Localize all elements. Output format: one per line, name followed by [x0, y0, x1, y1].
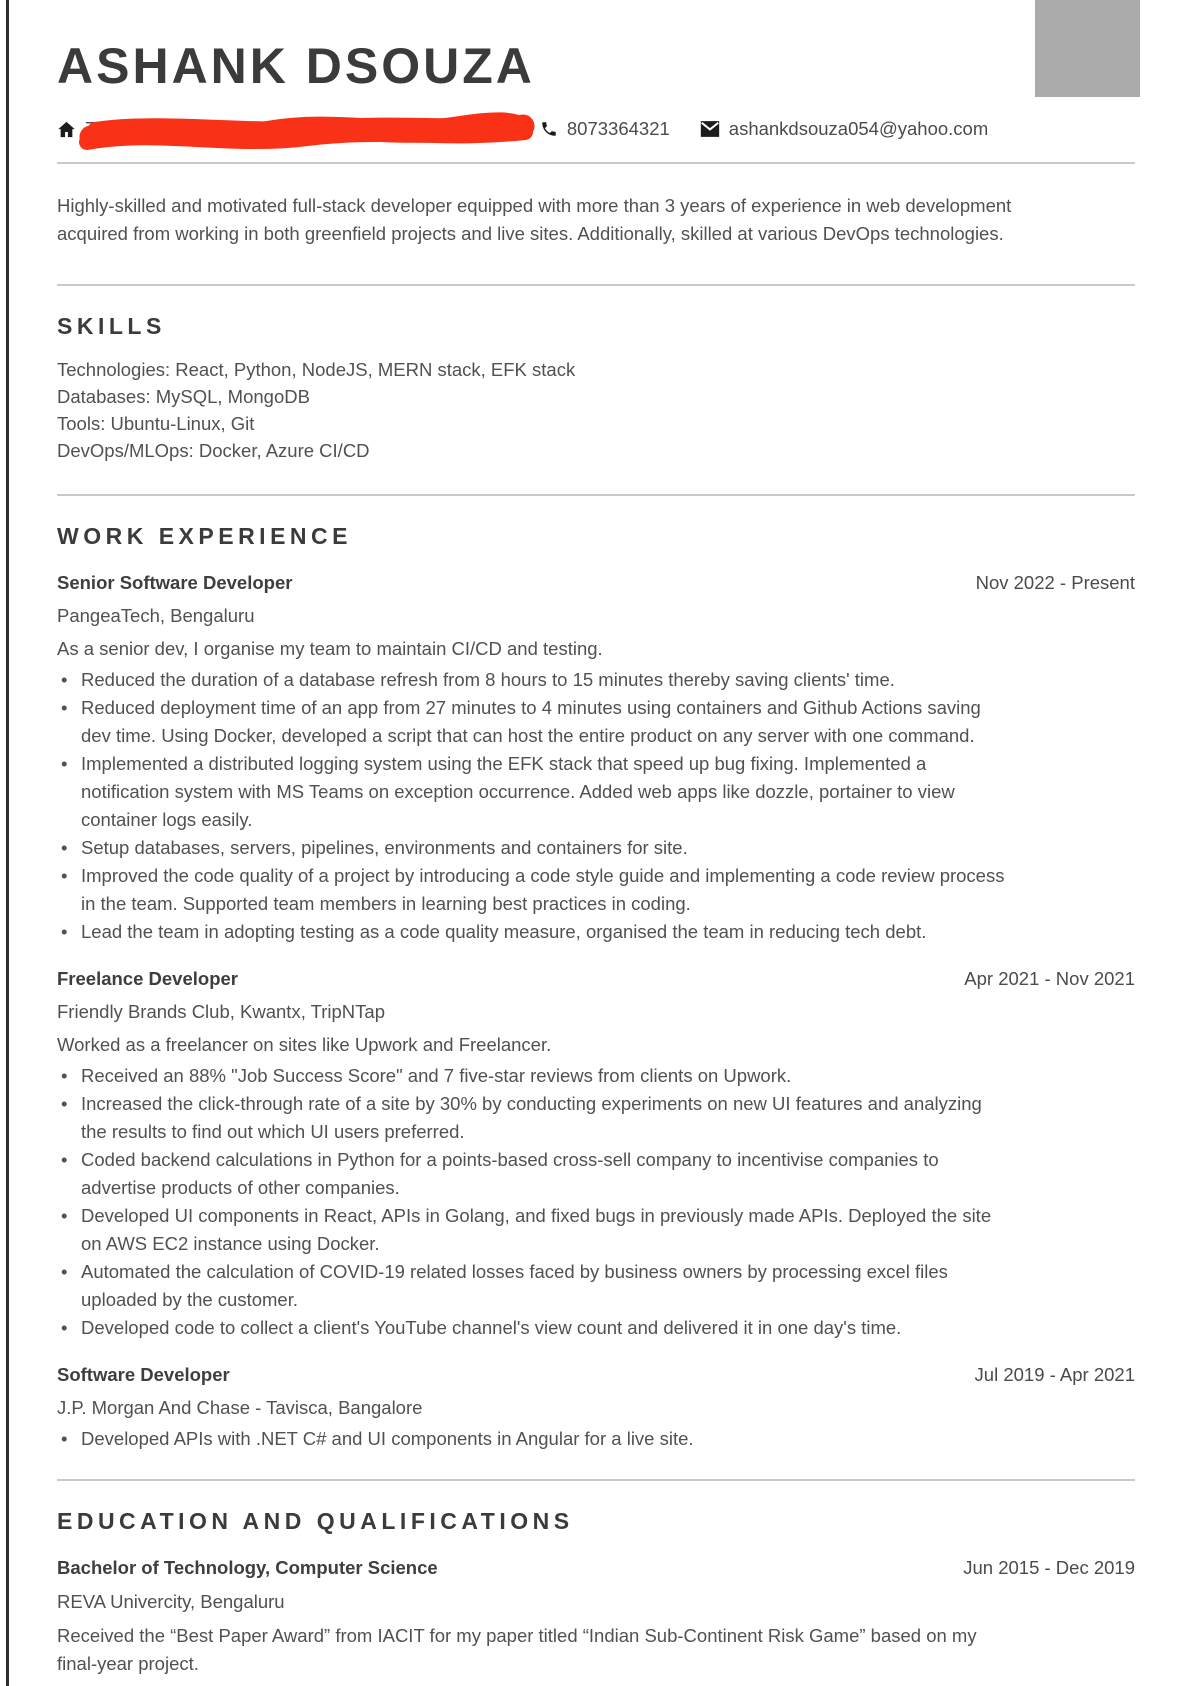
bullet-item: • Coded backend calculations in Python for a points-based cross-sell company to incentivise companies to advertise products of other companies.: [57, 1146, 1005, 1202]
divider: [57, 162, 1135, 164]
job-intro: As a senior dev, I organise my team to maintain CI/CD and testing.: [57, 638, 603, 659]
job-dates: Nov 2022 - Present: [975, 572, 1135, 593]
job-company: PangeaTech, Bengaluru: [57, 605, 255, 626]
job-dates: Apr 2021 - Nov 2021: [964, 968, 1135, 989]
job-entry: [57, 966, 1135, 1342]
job-title: Senior Software Developer: [57, 572, 293, 593]
bullet-item: • Developed UI components in React, APIs in Golang, and fixed bugs in previously made APIs. Deployed the site on AWS EC2 instance using Docker.: [57, 1202, 1005, 1258]
education-note: Received the “Best Paper Award” from IACIT for my paper titled “Indian Sub-Continent Risk Game” based on my final-year project.: [57, 1625, 977, 1674]
job-head-row: [57, 570, 1135, 596]
job-head-row: [57, 1362, 1135, 1388]
job-title: Software Developer: [57, 1364, 230, 1385]
bullet-item: • Reduced deployment time of an app from 27 minutes to 4 minutes using containers and Github Actions saving dev time. Using Docker, developed a script that can host the entire product on any server with one command.: [57, 694, 1005, 750]
bullet-item: • Lead the team in adopting testing as a code quality measure, organised the team in reducing tech debt.: [57, 918, 1005, 946]
divider: [57, 284, 1135, 286]
skills-line-devops: DevOps/MLOps: Docker, Azure CI/CD: [57, 440, 370, 461]
job-dates: Jul 2019 - Apr 2021: [974, 1364, 1135, 1385]
work-experience-heading: WORK EXPERIENCE: [57, 523, 352, 549]
phone-number: 8073364321: [566, 118, 670, 139]
job-bullet-list: [57, 1062, 1005, 1342]
divider: [57, 494, 1135, 496]
job-bullet-list: [57, 1425, 1005, 1453]
summary-text: Highly-skilled and motivated full-stack developer equipped with more than 3 years of experience in web development acquired from working in both greenfield projects and live sites. Additionally, skilled at various DevOps technologies.: [57, 195, 1012, 244]
home-icon: [57, 120, 76, 139]
job-company: J.P. Morgan And Chase - Tavisca, Bangalore: [57, 1397, 423, 1418]
address: [85, 118, 514, 140]
job-title: Freelance Developer: [57, 968, 238, 989]
contact-row: [57, 118, 1135, 140]
photo-placeholder: [1035, 0, 1140, 97]
school-name: REVA Univercity, Bengaluru: [57, 1591, 285, 1612]
degree-dates: Jun 2015 - Dec 2019: [963, 1557, 1135, 1578]
bullet-item: • Received an 88% "Job Success Score" and 7 five-star reviews from clients on Upwork.: [57, 1062, 1005, 1090]
email-address: ashankdsouza054@yahoo.com: [728, 118, 989, 139]
education-head-row: [57, 1555, 1135, 1581]
bullet-item: • Implemented a distributed logging system using the EFK stack that speed up bug fixing. Implemented a notification system with MS Teams on exception occurrence. Added web apps like dozzle, portainer to view container logs easily.: [57, 750, 1005, 834]
bullet-item: • Increased the click-through rate of a site by 30% by conducting experiments on new UI features and analyzing the results to find out which UI users preferred.: [57, 1090, 1005, 1146]
bullet-item: • Improved the code quality of a project by introducing a code style guide and implementing a code review process in the team. Supported team members in learning best practices in coding.: [57, 862, 1005, 918]
skills-list: [57, 356, 1135, 464]
skills-line-tools: Tools: Ubuntu-Linux, Git: [57, 413, 255, 434]
job-company: Friendly Brands Club, Kwantx, TripNTap: [57, 1001, 385, 1022]
person-name: ASHANK DSOUZA: [57, 38, 535, 94]
email-icon: [700, 121, 720, 137]
skills-line-technologies: Technologies: React, Python, NodeJS, MERN stack, EFK stack: [57, 359, 576, 380]
education-heading: EDUCATION AND QUALIFICATIONS: [57, 1508, 574, 1534]
job-head-row: [57, 966, 1135, 992]
job-bullet-list: [57, 666, 1005, 946]
bullet-item: • Setup databases, servers, pipelines, environments and containers for site.: [57, 834, 1005, 862]
resume-page: [6, 0, 1192, 1686]
address-text: 7, 4th Rd, 2nd block, Rajajinagar, 560020 Bengaluru: [85, 118, 514, 139]
education-entry: [57, 1555, 1135, 1678]
job-entry: [57, 570, 1135, 946]
bullet-item: • Developed code to collect a client's YouTube channel's view count and delivered it in one day's time.: [57, 1314, 1005, 1342]
degree-title: Bachelor of Technology, Computer Science: [57, 1557, 438, 1578]
bullet-item: • Developed APIs with .NET C# and UI components in Angular for a live site.: [57, 1425, 1005, 1453]
phone-icon: [540, 120, 558, 138]
bullet-item: • Automated the calculation of COVID-19 related losses faced by business owners by processing excel files uploaded by the customer.: [57, 1258, 1005, 1314]
bullet-item: • Reduced the duration of a database refresh from 8 hours to 15 minutes thereby saving clients' time.: [57, 666, 1005, 694]
skills-line-databases: Databases: MySQL, MongoDB: [57, 386, 310, 407]
job-intro: Worked as a freelancer on sites like Upwork and Freelancer.: [57, 1034, 552, 1055]
divider: [57, 1479, 1135, 1481]
skills-heading: SKILLS: [57, 313, 166, 339]
job-entry: [57, 1362, 1135, 1453]
